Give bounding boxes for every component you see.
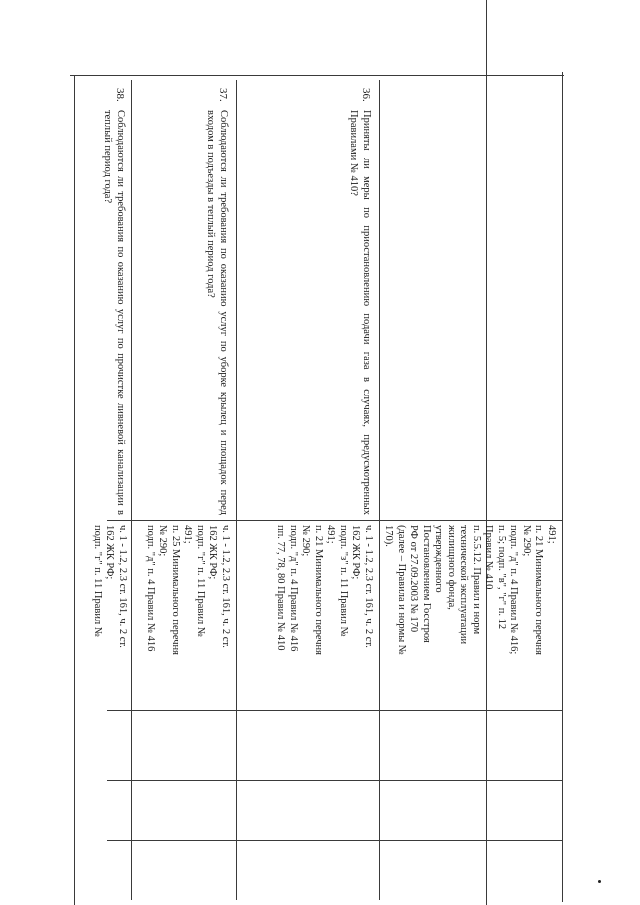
row-question: Соблюдаются ли требования по оказанию услуг по уборке крылец и площадок перед входом в подъезды в теплый период года? [205,110,229,515]
reference-line: № 290; [157,525,169,557]
reference-line: Правил № 410 [483,525,495,590]
reference-line: РФ от 27.09.2003 № 170 [408,525,420,633]
reference-line: жилищного фонда, [446,525,457,610]
reference-line: (далее – Правила и нормы № [396,525,407,655]
column-separator [107,520,562,521]
row-number: 38. [114,88,126,102]
scan-speck [598,880,601,883]
reference-line: пп. 77, 78, 80 Правил № 410 [275,525,287,651]
reference-line: 170). [383,525,395,547]
reference-line: ч. 1 - 1.2, 2.3 ст. 161, ч. 2 ст. [363,525,374,648]
reference-line: 162 ЖК РФ; [350,525,362,580]
reference-line: подп. "г" п. 11 Правил № [195,525,206,637]
reference-line: Постановлением Госстроя [421,525,432,643]
row-references [144,525,232,705]
row-question: Соблюдаются ли требования по оказанию услуг по прочистке ливневой канализации в теплый период года? [102,110,126,515]
column-separator [107,710,562,711]
reference-line: п. 5.5.12. Правил и норм [471,525,482,635]
reference-line: подп. "з" п. 11 Правил № [338,525,349,637]
reference-line: п. 21 Минимального перечня [313,525,324,655]
reference-line: 491; [546,525,557,544]
reference-line: подп. "г" п. 11 Правил № [92,525,103,637]
reference-line: подп. "д" п. 4 Правил № 416 [288,525,299,652]
reference-line: п. 25 Минимального перечня [170,525,181,655]
reference-line: 491; [182,525,194,544]
rotated-table [92,80,562,900]
row-references [274,525,374,705]
row-number: 36. [360,88,372,102]
row-number: 37. [217,88,229,102]
reference-line: № 290; [300,525,312,557]
reference-line: п. 21 Минимального перечня [533,525,545,655]
table-border-left [562,72,563,902]
row-separator [131,80,132,900]
reference-line: ч. 1 - 1.2, 2.3 ст. 161, ч. 2 ст. [220,525,231,648]
column-separator [107,840,562,841]
row-separator [236,80,237,900]
reference-line: 162 ЖК РФ; [104,525,116,580]
reference-line: 491; [325,525,337,544]
reference-line: п. 5; подп. "в", "г" п. 12 [496,525,507,630]
reference-line: ч. 1 - 1.2, 2.3 ст. 161, ч. 2 ст. [117,525,128,648]
row-question: Приняты ли меры по приостановлению подачи газа в случаях, предусмотренных Правилами № 410? [348,110,372,515]
reference-line: подп. "д" п. 4 Правил № 416 [145,525,156,652]
reference-line: технической эксплуатации [458,525,470,645]
reference-line: подп. "д" п. 4 Правил № 416; [508,525,520,655]
reference-line: 162 ЖК РФ; [207,525,219,580]
reference-line: утвержденного [433,525,445,593]
reference-line: № 290; [521,525,532,557]
top-reference-block [382,525,557,705]
table-border-right [74,75,75,905]
column-separator [107,780,562,781]
row-references [91,525,129,705]
row-separator [379,80,380,900]
table-border-top [70,75,564,76]
